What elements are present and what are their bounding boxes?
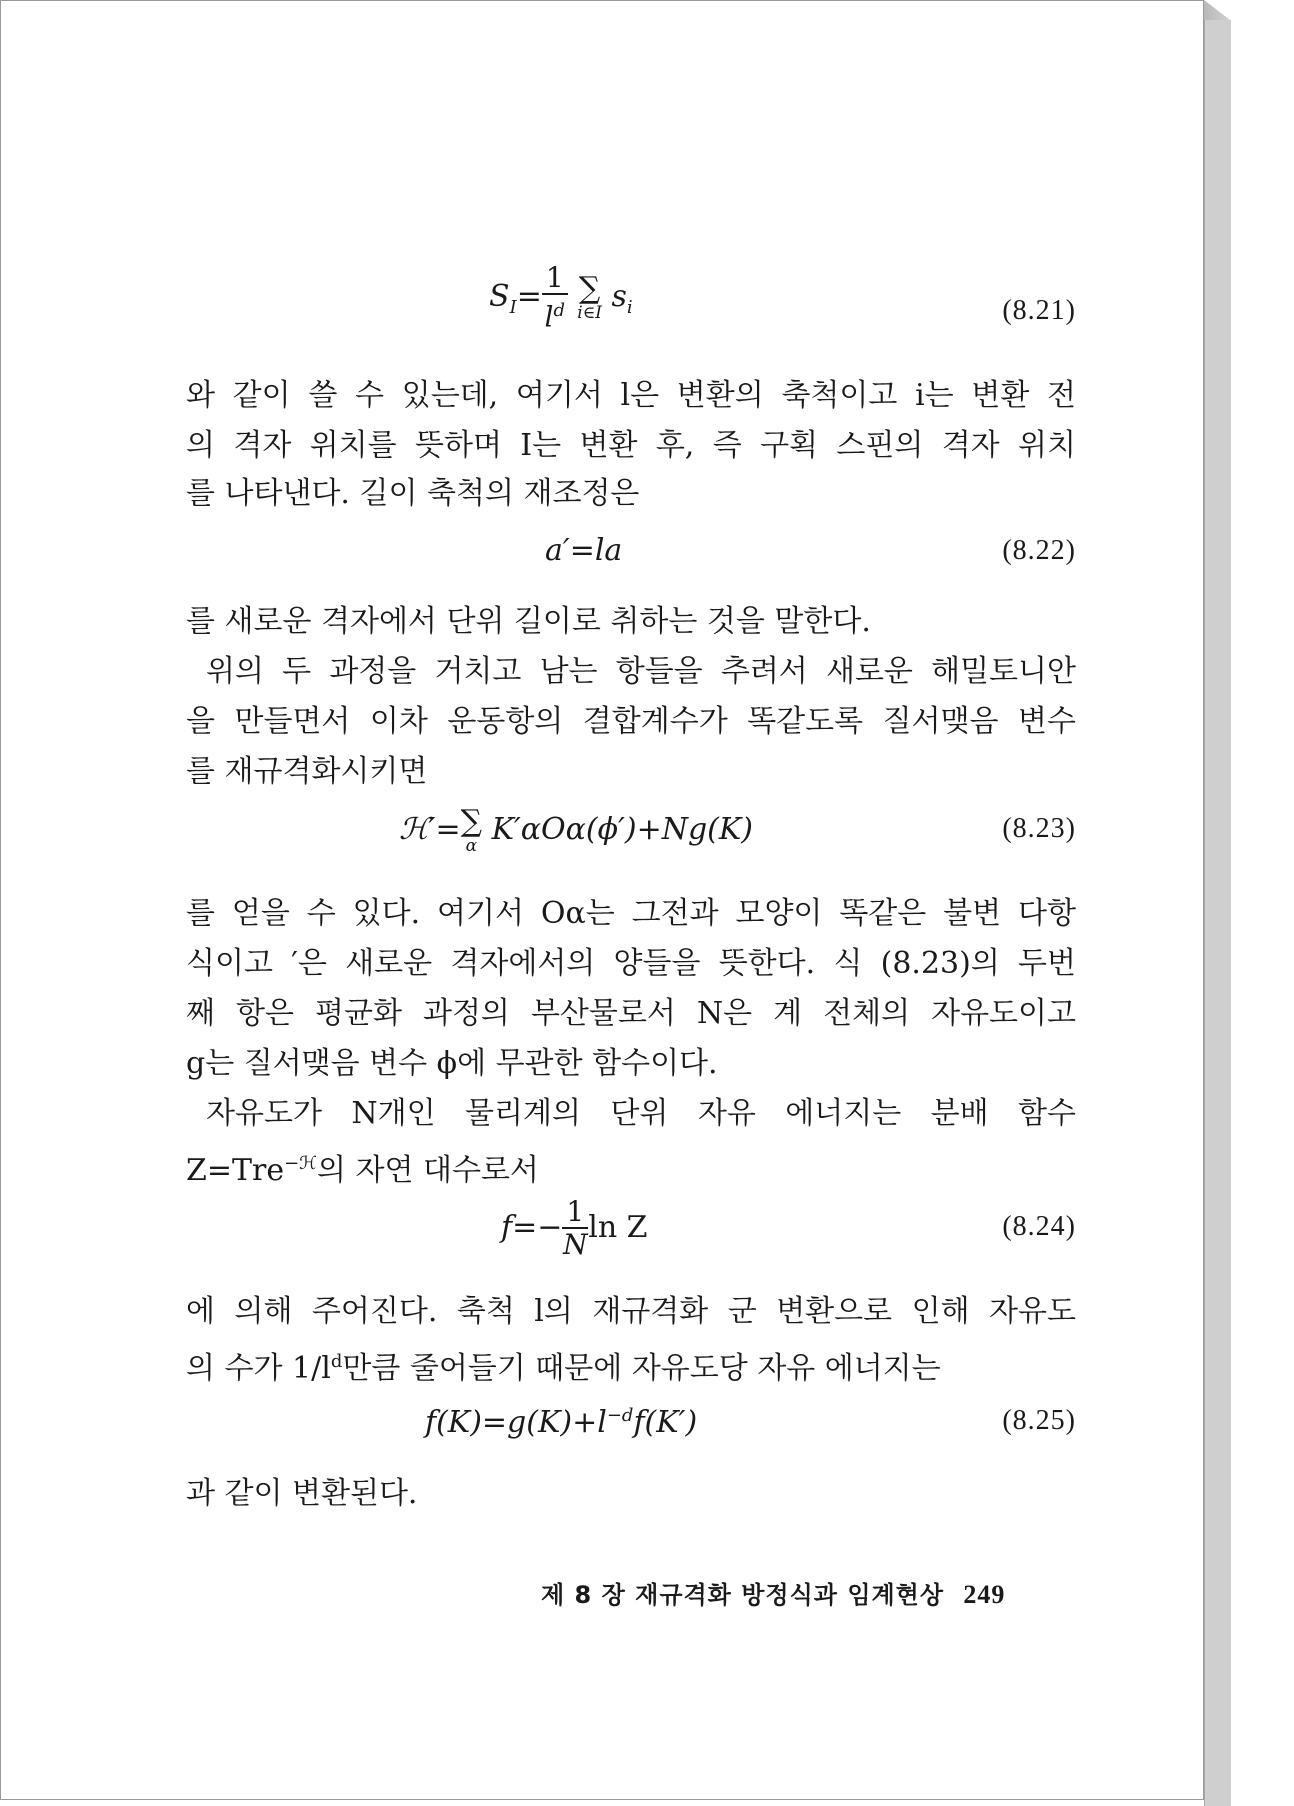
body-text-line: 식이고 ′은 새로운 격자에서의 양들을 뜻한다. 식 (8.23)의 두번 <box>186 946 1076 981</box>
body-text-line: g는 질서맺음 변수 ϕ에 무관한 함수이다. <box>186 1046 718 1081</box>
page-footer <box>541 1575 1051 1610</box>
equation-8-24: f=− $\frac{1}{N}$ ln Z <box>501 1195 648 1261</box>
body-text-line: 자유도가 N개인 물리계의 단위 자유 에너지는 분배 함수 <box>206 1096 1076 1131</box>
equation-number-8-21: (8.21) <box>1002 295 1076 326</box>
book-edge-face <box>1204 20 1231 1806</box>
body-text-line: 에 의해 주어진다. 축척 l의 재규격화 군 변환으로 인해 자유도 <box>186 1294 1076 1329</box>
equation-number-8-25: (8.25) <box>1002 1405 1076 1436</box>
equation-8-22: a′=la <box>545 533 623 568</box>
page-number: 249 <box>963 1580 1006 1609</box>
equation-8-21: $S_I=$ $\frac{1}{l^d}$ ∑ i∈I $s_i$ <box>489 261 633 334</box>
body-text-line: 을 만들면서 이차 운동항의 결합계수가 똑같도록 질서맺음 변수 <box>186 704 1076 739</box>
body-text-line: 의 수가 $1/l^d$만큼 줄어들기 때문에 자유도당 자유 에너지는 <box>186 1351 941 1386</box>
equation-8-25: $f(K)=g(K)+l^{-d}f(K')$ <box>425 1405 698 1440</box>
body-text-line: 째 항은 평균화 과정의 부산물로서 N은 계 전체의 자유도이고 <box>186 996 1076 1031</box>
body-text-line: 과 같이 변환된다. <box>186 1476 418 1511</box>
body-text-line: 위의 두 과정을 거치고 남는 항들을 추려서 새로운 해밀토니안 <box>206 654 1076 689</box>
equation-number-8-22: (8.22) <box>1002 535 1076 566</box>
body-text-line: 를 재규격화시키면 <box>186 754 428 789</box>
body-text-line: 를 새로운 격자에서 단위 길이로 취하는 것을 말한다. <box>186 604 871 639</box>
body-text-line: 의 격자 위치를 뜻하며 I는 변환 후, 즉 구획 스핀의 격자 위치 <box>186 428 1076 463</box>
body-text-line: Z=Tre$^{-ℋ}$의 자연 대수로서 <box>186 1153 539 1188</box>
equation-number-8-23: (8.23) <box>1002 813 1076 844</box>
body-text-line: 와 같이 쓸 수 있는데, 여기서 l은 변환의 축척이고 i는 변환 전 <box>186 378 1076 413</box>
body-text-line: 를 얻을 수 있다. 여기서 Oα는 그전과 모양이 똑같은 불변 다항 <box>186 896 1076 931</box>
body-text-line: 를 나타낸다. 길이 축척의 재조정은 <box>186 476 640 511</box>
equation-8-23: ℋ′= ∑ α K′αOα(ϕ′)+Ng(K) <box>399 804 753 856</box>
chapter-title: 제 8 장 재규격화 방정식과 임계현상 <box>541 1581 945 1609</box>
equation-number-8-24: (8.24) <box>1002 1211 1076 1242</box>
